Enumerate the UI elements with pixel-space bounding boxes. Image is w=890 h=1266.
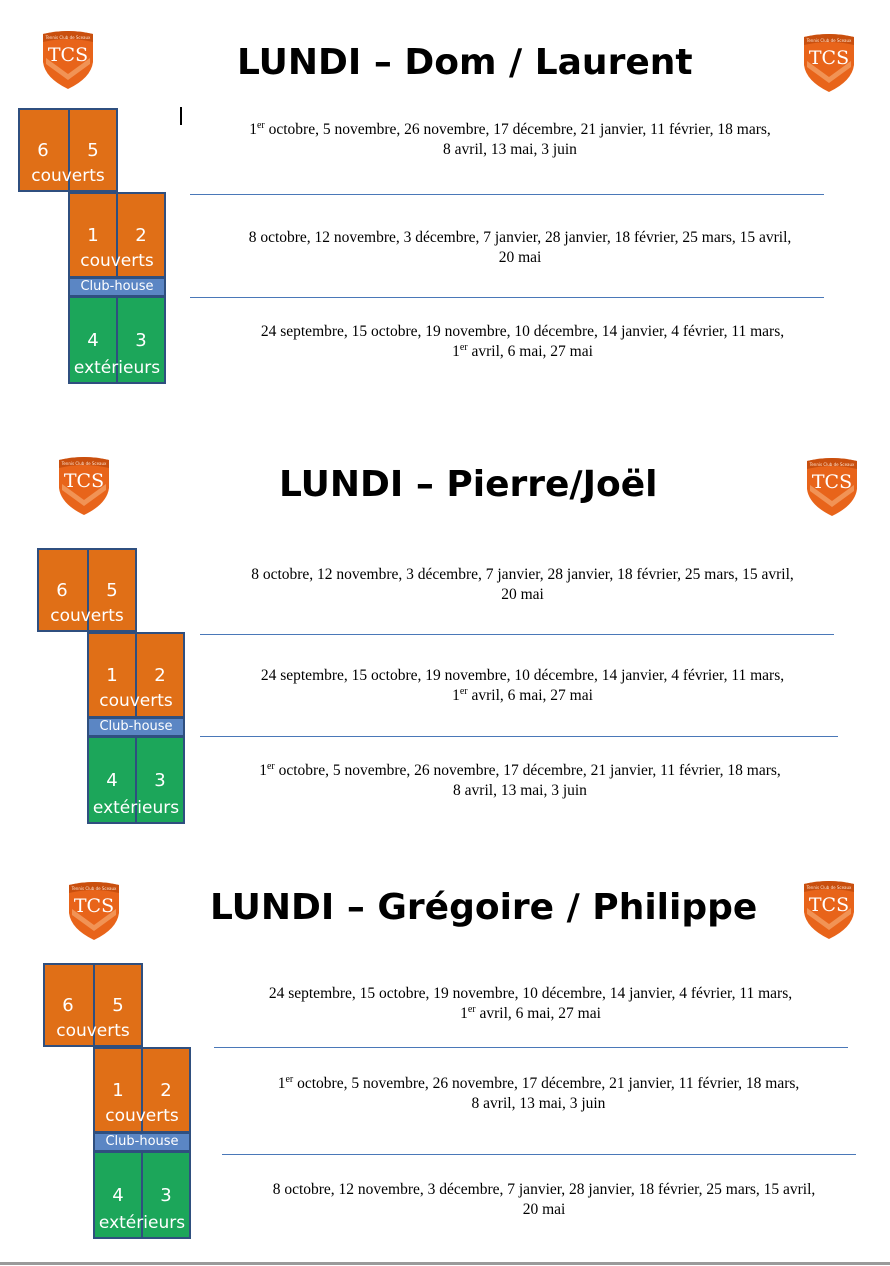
dates-row: [190, 228, 850, 268]
tcs-logo-left: [67, 879, 121, 941]
courts-diagram: [18, 108, 166, 384]
tcs-shield-icon: [805, 455, 859, 517]
court-covered-label: couverts: [31, 166, 105, 186]
logo-text: TCS: [73, 895, 115, 917]
dates-line-2: 1er avril, 6 mai, 27 mai: [460, 1003, 601, 1022]
court-3-number: 3: [160, 1185, 172, 1206]
tcs-logo-left: [41, 28, 95, 90]
court-5-number: 5: [112, 995, 124, 1016]
dates-line-1: 24 septembre, 15 octobre, 19 novembre, 10 décembre, 14 janvier, 4 février, 11 mars,: [268, 985, 793, 1002]
dates-row: [198, 984, 863, 1024]
text-cursor: [180, 107, 182, 125]
court-6-number: 6: [62, 995, 74, 1016]
club-house-label: Club-house: [80, 279, 154, 294]
tcs-shield-icon: [802, 878, 856, 940]
separator-line: [214, 1047, 848, 1048]
logo-text: TCS: [63, 470, 105, 492]
dates-row: [190, 666, 855, 706]
tcs-logo-right: [802, 878, 856, 940]
club-house-label: Club-house: [99, 719, 173, 734]
dates-row: [190, 565, 855, 605]
dates-line-1: 8 octobre, 12 novembre, 3 décembre, 7 janvier, 28 janvier, 18 février, 25 mars, 15 avril,: [251, 566, 794, 583]
court-6-number: 6: [37, 140, 49, 161]
tcs-logo-left: [57, 454, 111, 516]
court-5-number: 5: [87, 140, 99, 161]
court-2-number: 2: [135, 225, 147, 246]
dates-line-2: 1er avril, 6 mai, 27 mai: [452, 341, 593, 360]
court-outdoor-label: extérieurs: [98, 1213, 186, 1233]
dates-line-1: 24 septembre, 15 octobre, 19 novembre, 10 décembre, 14 janvier, 4 février, 11 mars,: [260, 667, 785, 684]
court-outdoor-label: extérieurs: [92, 798, 180, 818]
logo-subtitle: Tennis Club de Sceaux: [806, 38, 852, 43]
dates-row: [210, 1180, 878, 1220]
dates-row: [190, 322, 855, 362]
separator-line: [190, 194, 824, 195]
court-1-number: 1: [112, 1080, 124, 1101]
separator-line: [190, 297, 824, 298]
court-covered-label: couverts: [99, 691, 173, 711]
court-6-number: 6: [56, 580, 68, 601]
dates-line-1: 1er octobre, 5 novembre, 26 novembre, 17 décembre, 21 janvier, 11 février, 18 mars,: [259, 760, 781, 779]
separator-line: [200, 736, 838, 737]
court-4-number: 4: [106, 770, 118, 791]
court-2-number: 2: [160, 1080, 172, 1101]
dates-line-2: 8 avril, 13 mai, 3 juin: [471, 1095, 606, 1112]
dates-row: [206, 1074, 871, 1114]
court-covered-label: couverts: [80, 251, 154, 271]
dates-line-1: 24 septembre, 15 octobre, 19 novembre, 10 décembre, 14 janvier, 4 février, 11 mars,: [260, 323, 785, 340]
separator-line: [222, 1154, 856, 1155]
dates-line-2: 20 mai: [498, 249, 542, 266]
court-5-number: 5: [106, 580, 118, 601]
tcs-shield-icon: [67, 879, 121, 941]
court-covered-label: couverts: [56, 1021, 130, 1041]
logo-subtitle: Tennis Club de Sceaux: [806, 885, 852, 890]
dates-line-2: 1er avril, 6 mai, 27 mai: [452, 685, 593, 704]
logo-subtitle: Tennis Club de Sceaux: [809, 462, 855, 467]
club-house-label: Club-house: [105, 1134, 179, 1149]
dates-line-1: 1er octobre, 5 novembre, 26 novembre, 17 décembre, 21 janvier, 11 février, 18 mars,: [249, 119, 771, 138]
court-1-number: 1: [87, 225, 99, 246]
section-title: LUNDI – Grégoire / Philippe: [210, 887, 758, 928]
dates-line-2: 20 mai: [522, 1201, 566, 1218]
court-covered-label: couverts: [50, 606, 124, 626]
tcs-logo-right: [805, 455, 859, 517]
dates-row: [190, 761, 850, 801]
logo-text: TCS: [808, 894, 850, 916]
court-4-number: 4: [112, 1185, 124, 1206]
dates-line-2: 20 mai: [501, 586, 544, 603]
separator-line: [200, 634, 834, 635]
courts-diagram: [37, 548, 185, 824]
court-3-number: 3: [154, 770, 166, 791]
dates-line-2: 8 avril, 13 mai, 3 juin: [443, 141, 577, 158]
dates-line-2: 8 avril, 13 mai, 3 juin: [453, 782, 587, 799]
logo-subtitle: Tennis Club de Sceaux: [71, 886, 117, 891]
courts-diagram: [43, 963, 191, 1239]
court-outdoor-label: extérieurs: [73, 358, 161, 378]
section-title: LUNDI – Pierre/Joël: [279, 464, 658, 505]
dates-line-1: 8 octobre, 12 novembre, 3 décembre, 7 janvier, 28 janvier, 18 février, 25 mars, 15 avril,: [272, 1181, 816, 1198]
logo-text: TCS: [811, 471, 853, 493]
logo-subtitle: Tennis Club de Sceaux: [61, 461, 107, 466]
court-1-number: 1: [106, 665, 118, 686]
court-2-number: 2: [154, 665, 166, 686]
tcs-shield-icon: [802, 31, 856, 93]
logo-subtitle: Tennis Club de Sceaux: [45, 35, 91, 40]
section-title: LUNDI – Dom / Laurent: [237, 42, 693, 83]
dates-row: [190, 120, 830, 160]
court-3-number: 3: [135, 330, 147, 351]
tcs-shield-icon: [57, 454, 111, 516]
logo-text: TCS: [808, 47, 850, 69]
page-bottom-border: [0, 1262, 890, 1265]
tcs-logo-right: [802, 31, 856, 93]
dates-line-1: 8 octobre, 12 novembre, 3 décembre, 7 janvier, 28 janvier, 18 février, 25 mars, 15 avril,: [248, 229, 792, 246]
dates-line-1: 1er octobre, 5 novembre, 26 novembre, 17 décembre, 21 janvier, 11 février, 18 mars,: [277, 1073, 800, 1092]
court-4-number: 4: [87, 330, 99, 351]
logo-text: TCS: [47, 44, 89, 66]
court-covered-label: couverts: [105, 1106, 179, 1126]
tcs-shield-icon: [41, 28, 95, 90]
